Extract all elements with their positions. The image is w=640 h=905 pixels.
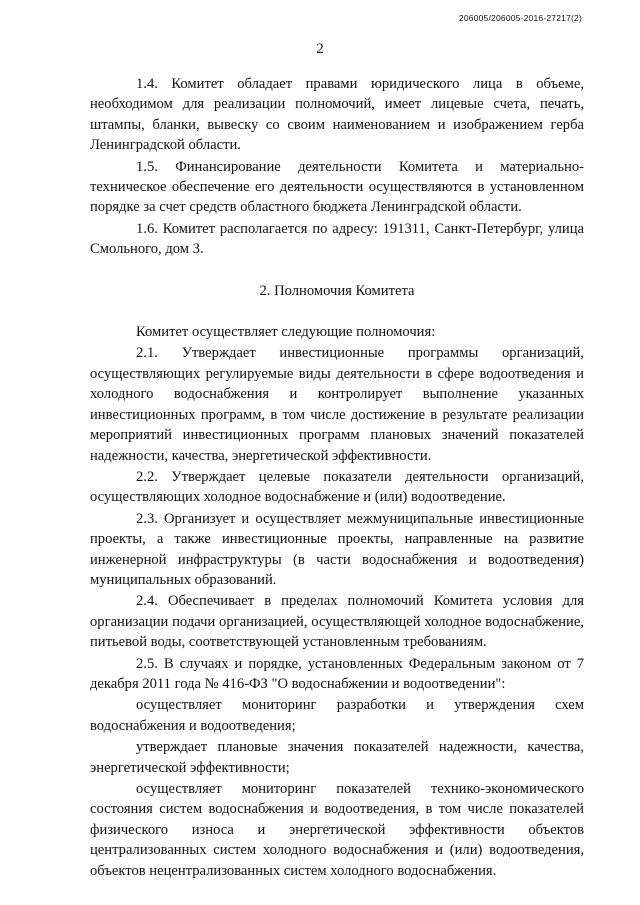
paragraph-1-5: 1.5. Финансирование деятельности Комитета и материально-техническое обеспечение его деятельности осуществляются в установленном порядке за счет средств областного бюджета Ленинградской области. <box>90 158 584 216</box>
section-title: 2. Полномочия Комитета <box>259 282 415 299</box>
document-id: 206005/206005-2016-27217(2) <box>458 13 582 23</box>
paragraph-1-4: 1.4. Комитет обладает правами юридического лица в объеме, необходимом для реализации полномочий, имеет лицевые счета, печать, штампы, бланки, вывеску со своим наименованием и изображением герба Ленинградской области. <box>90 76 584 154</box>
paragraph-2-2: 2.2. Утверждает целевые показатели деятельности организаций, осуществляющих холодное водоснабжение и (или) водоотведение. <box>90 468 584 506</box>
paragraph-2-5-item-2: утверждает плановые значения показателей надежности, качества, энергетической эффективности; <box>90 739 584 776</box>
paragraph-2-1: 2.1. Утверждает инвестиционные программы организаций, осуществляющих регулируемые виды деятельности в сфере водоотведения и холодного водоснабжения и контролирует выполнение указанных инвестиционных программ, в том числе достижение в результате реализации мероприятий инвестиционных программ плановых значений показателей надежности, качества, энергетической эффективности. <box>90 345 584 464</box>
document-body <box>90 74 584 881</box>
paragraph-intro: Комитет осуществляет следующие полномочия: <box>136 324 436 341</box>
paragraph-2-3: 2.3. Организует и осуществляет межмуниципальные инвестиционные проекты, а также инвестиционные проекты, направленные на развитие инженерной инфраструктуры (в части водоснабжения и водоотведения) муниципальных образований. <box>90 510 584 588</box>
paragraph-1-6: 1.6. Комитет располагается по адресу: 191311, Санкт-Петербург, улица Смольного, дом 3. <box>90 220 584 258</box>
paragraph-2-5-item-3: осуществляет мониторинг показателей технико-экономического состояния систем водоснабжения и водоотведения, в том числе показателей физического износа и энергетической эффективности объектов централизованных систем холодного водоснабжения и (или) водоотведения, объектов нецентрализованных систем холодного водоснабжения. <box>90 781 584 879</box>
paragraph-2-5-item-1: осуществляет мониторинг разработки и утверждения схем водоснабжения и водоотведения; <box>90 697 584 734</box>
page-number: 2 <box>316 41 324 57</box>
paragraph-2-4: 2.4. Обеспечивает в пределах полномочий Комитета условия для организации подачи организацией, осуществляющей холодное водоснабжение, питьевой воды, соответствующей установленным требованиям. <box>90 593 584 651</box>
paragraph-2-5: 2.5. В случаях и порядке, установленных Федеральным законом от 7 декабря 2011 года № 416-ФЗ "О водоснабжении и водоотведении": <box>90 655 584 692</box>
